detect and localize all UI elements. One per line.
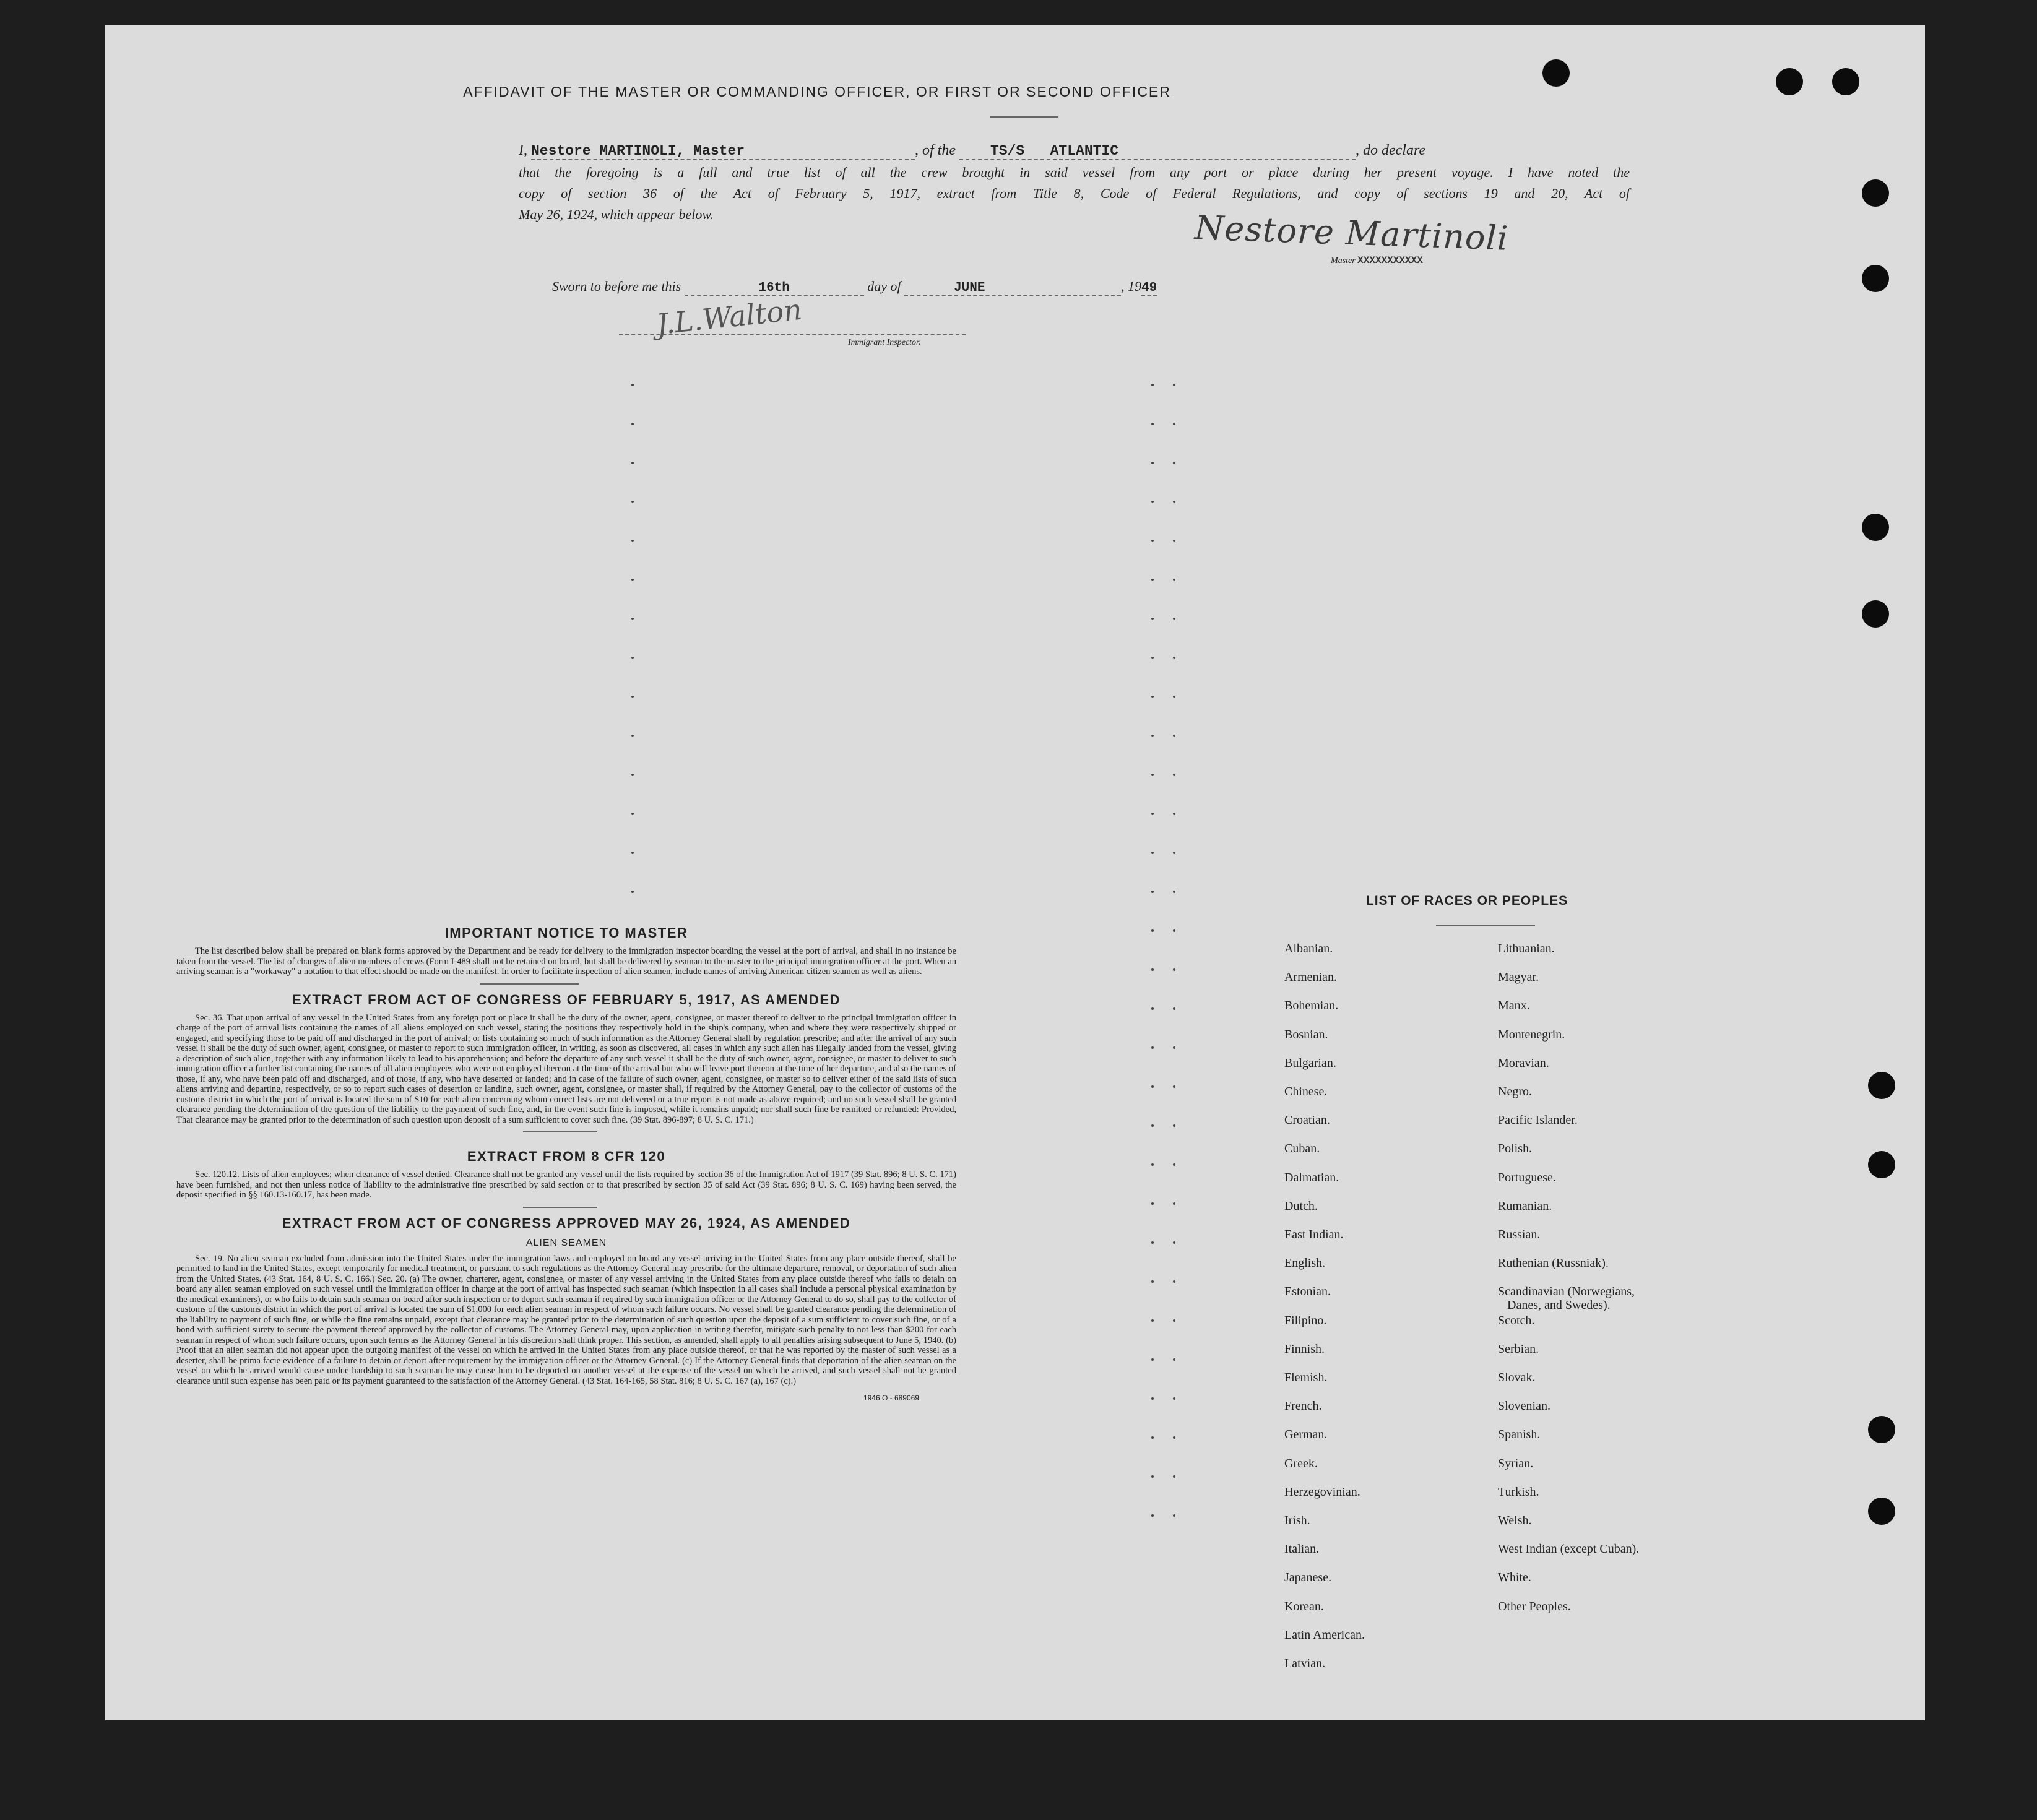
race-item: White. bbox=[1498, 1571, 1531, 1585]
guide-dot bbox=[1151, 813, 1154, 815]
guide-dot bbox=[1173, 657, 1175, 659]
month-field bbox=[904, 281, 1121, 296]
section-rule bbox=[523, 1131, 597, 1132]
race-item: Bohemian. bbox=[1284, 999, 1339, 1013]
section-rule bbox=[523, 1207, 597, 1208]
guide-dot bbox=[1173, 501, 1175, 503]
guide-dot bbox=[1151, 891, 1154, 893]
punch-hole bbox=[1868, 1498, 1895, 1525]
guide-dot bbox=[1173, 813, 1175, 815]
guide-dot bbox=[1173, 1124, 1175, 1127]
guide-dot bbox=[1151, 968, 1154, 971]
declaration-line bbox=[519, 142, 1633, 160]
guide-dot bbox=[631, 384, 634, 386]
guide-dot bbox=[1151, 1241, 1154, 1244]
punch-hole bbox=[1542, 59, 1570, 87]
guide-dot bbox=[631, 891, 634, 893]
race-item: Filipino. bbox=[1284, 1313, 1327, 1327]
do-declare-label: , do declare bbox=[1356, 142, 1426, 158]
notice-text: The list described below shall be prepared on blank forms approved by the Department and be ready for delivery to the immigration inspector boarding the vessel at the port of arrival, and shall in no instance be taken from the vessel. The list of changes of alien members of crews (Form I-489 shall not be retained on board, but shall be delivered by seaman to the master to the principal immigration officer at the port. When an arriving seaman is a "workaway" a notation to that effect should be made on the manifest. In order to facilitate inspection of alien seamen, include names of arriving American citizen seamen as well as aliens. bbox=[176, 946, 956, 977]
extract-1924-heading: EXTRACT FROM ACT OF CONGRESS APPROVED MAY 26, 1924, AS AMENDED bbox=[282, 1215, 851, 1231]
i-prefix: I, bbox=[519, 142, 527, 158]
guide-dot bbox=[631, 852, 634, 854]
race-item: Russian. bbox=[1498, 1228, 1541, 1241]
guide-dot bbox=[1151, 696, 1154, 698]
guide-dot bbox=[1173, 1436, 1175, 1439]
race-item: French. bbox=[1284, 1399, 1322, 1413]
guide-dot bbox=[1173, 929, 1175, 932]
guide-dot bbox=[631, 657, 634, 659]
punch-hole bbox=[1868, 1072, 1895, 1099]
guide-dot bbox=[1173, 1046, 1175, 1049]
guide-dot bbox=[1173, 1007, 1175, 1010]
race-item: Magyar. bbox=[1498, 970, 1539, 985]
race-item: Negro. bbox=[1498, 1085, 1532, 1098]
race-item: Scandinavian (Norwegians, bbox=[1498, 1285, 1635, 1299]
guide-dot bbox=[1173, 1085, 1175, 1088]
race-item: Latin American. bbox=[1284, 1628, 1365, 1642]
race-item: Montenegrin. bbox=[1498, 1027, 1565, 1042]
guide-dot bbox=[631, 540, 634, 542]
master-label: Master bbox=[1331, 256, 1356, 265]
race-item: Welsh. bbox=[1498, 1514, 1532, 1527]
guide-dot bbox=[1173, 968, 1175, 971]
guide-dot bbox=[631, 423, 634, 425]
race-item: Lithuanian. bbox=[1498, 942, 1555, 955]
punch-hole bbox=[1776, 68, 1803, 95]
guide-dot bbox=[1151, 1202, 1154, 1205]
guide-dot bbox=[1173, 1241, 1175, 1244]
guide-dot bbox=[1173, 384, 1175, 386]
alien-seamen-subheading: ALIEN SEAMEN bbox=[525, 1237, 607, 1248]
race-item: East Indian. bbox=[1284, 1228, 1344, 1241]
guide-dot bbox=[631, 462, 634, 464]
guide-dot bbox=[1151, 462, 1154, 464]
race-item: Croatian. bbox=[1284, 1113, 1330, 1128]
race-item: Albanian. bbox=[1284, 942, 1333, 955]
races-heading-rule bbox=[1436, 925, 1535, 926]
race-item: Syrian. bbox=[1498, 1456, 1534, 1470]
guide-dot bbox=[1151, 540, 1154, 542]
section-rule bbox=[480, 983, 579, 985]
race-item: Slovak. bbox=[1498, 1371, 1536, 1384]
guide-dot bbox=[1173, 696, 1175, 698]
guide-dot bbox=[1151, 1085, 1154, 1088]
declaration-body-line: copy of section 36 of the Act of February 5, 1917, extract from Title 8, Code of Federal Regulations, and copy of sections 19 and 20, Act of bbox=[519, 186, 1630, 201]
races-heading: LIST OF RACES OR PEOPLES bbox=[1365, 894, 1568, 908]
guide-dot bbox=[1151, 1124, 1154, 1127]
guide-dot bbox=[1151, 1163, 1154, 1166]
guide-dot bbox=[1173, 1319, 1175, 1322]
guide-dot bbox=[1173, 891, 1175, 893]
race-item: Dalmatian. bbox=[1284, 1170, 1339, 1184]
race-item: Pacific Islander. bbox=[1498, 1113, 1578, 1128]
punch-hole bbox=[1832, 68, 1859, 95]
race-item: Italian. bbox=[1284, 1542, 1320, 1556]
cfr-heading: EXTRACT FROM 8 CFR 120 bbox=[467, 1149, 666, 1164]
guide-dot bbox=[1151, 1514, 1154, 1517]
guide-dot bbox=[1151, 1397, 1154, 1400]
race-item: Finnish. bbox=[1284, 1342, 1325, 1356]
of-the-label: , of the bbox=[915, 142, 956, 158]
guide-dot bbox=[631, 579, 634, 581]
race-item: Japanese. bbox=[1284, 1571, 1332, 1585]
race-item: Estonian. bbox=[1284, 1285, 1331, 1299]
race-item: Rumanian. bbox=[1498, 1199, 1552, 1213]
guide-dot bbox=[1173, 852, 1175, 854]
race-item: Moravian. bbox=[1498, 1056, 1549, 1070]
guide-dot bbox=[1173, 774, 1175, 776]
race-item: Manx. bbox=[1498, 999, 1530, 1013]
guide-dot bbox=[1151, 618, 1154, 620]
guide-dot bbox=[1151, 1436, 1154, 1439]
cfr-text: Sec. 120.12. Lists of alien employees; when clearance of vessel denied. Clearance shall not be granted any vessel until the lists required by section 36 of the Immigration Act of 1917 (39 Stat. 896; 8 U. S. C. 171) have been furnished, and not then unless notice of liability to the administrative fine prescribed by said section or to that prescribed by section 35 of said Act (39 Stat. 896; 8 U. S. C. 169) having been served, the deposit specified in §§ 160.13-160.17, has been made. bbox=[176, 1170, 956, 1200]
affidavit-title: AFFIDAVIT OF THE MASTER OR COMMANDING OFFICER, OR FIRST OR SECOND OFFICER bbox=[463, 84, 1171, 100]
punch-hole bbox=[1868, 1151, 1895, 1178]
guide-dot bbox=[1173, 1475, 1175, 1478]
race-item: Dutch. bbox=[1284, 1199, 1318, 1213]
day-field bbox=[685, 281, 864, 296]
guide-dot bbox=[1151, 774, 1154, 776]
extract-1924-text: Sec. 19. No alien seaman excluded from admission into the United States under the immigration laws and employed on board any vessel arriving in the United States from any place outside thereof, shall be permitted to land in the United States, except temporarily for medical treatment, or pursuant to such regulations as the Attorney General may prescribe for the ultimate departure, removal, or deportation of such alien from the United States. (43 Stat. 164, 8 U. S. C. 166.) Sec. 20. (a) The owner, charterer, agent, consignee, or master of any vessel arriving in the United States from any place outside thereof who fails to detain on board any alien seaman employed on such vessel until the immigration officer in charge at the port of arrival has inspected such seaman (which inspection in all cases shall include a personal physical examination by the medical examiners), or who fails to detain such seaman on board after such inspection or to deport such seaman if required by such immigration officer or the Attorney General to do so, shall pay to the collector of customs of the customs district in which the port of arrival is located the sum of $1,000 for each alien seaman in respect of whom such failure occurs. No vessel shall be granted clearance pending the determination of the liability to payment of such fine, or while the fine remains unpaid, except that clearance may be granted prior to the determination of such question upon the deposit of a sum sufficient to cover such fine, or of a bond with sufficient surety to secure the payment thereof approved by the collector of customs. The Attorney General may, upon application in writing therefor, mitigate such penalty to not less than $200 for each seaman in respect of whom such failure occurs, upon such terms as the Attorney General in his discretion shall think proper. This section, as amended, shall apply to all penalties arising subsequent to June 5, 1940. (b) Proof that an alien seaman did not appear upon the outgoing manifest of the vessel on which he arrived in the United States from any place outside thereof, or that he was reported by the master of such vessel as a deserter, shall be prima facie evidence of a failure to detain or deport after requirement by the immigration officer or the Attorney General. (c) If the Attorney General finds that deportation of the alien seaman on the vessel on which he arrived would cause undue hardship to such seaman he may cause him to be deported on another vessel at the expense of the vessel on which he arrived, and such vessel shall not be granted clearance until such expense has been paid or its payment guaranteed to the satisfaction of the Attorney General. (43 Stat. 164-165, 58 Stat. 816; 8 U. S. C. 167 (a), 167 (c).) bbox=[176, 1253, 956, 1386]
declaration-body bbox=[519, 162, 1630, 225]
guide-dot bbox=[1173, 540, 1175, 542]
race-item: Scotch. bbox=[1498, 1313, 1535, 1327]
guide-dot bbox=[1173, 1280, 1175, 1283]
declaration-body-line: May 26, 1924, which appear below. bbox=[519, 207, 714, 222]
guide-dot bbox=[1151, 579, 1154, 581]
guide-dot bbox=[1151, 1319, 1154, 1322]
race-item: Chinese. bbox=[1284, 1085, 1328, 1098]
guide-dot bbox=[1151, 852, 1154, 854]
race-item: Portuguese. bbox=[1498, 1170, 1556, 1184]
guide-dot bbox=[1151, 501, 1154, 503]
master-name-field bbox=[531, 143, 915, 160]
guide-dot bbox=[1173, 1163, 1175, 1166]
inspector-signature: J.L.Walton bbox=[654, 292, 804, 342]
guide-dot bbox=[1151, 1007, 1154, 1010]
punch-hole bbox=[1868, 1416, 1895, 1443]
guide-dot bbox=[631, 813, 634, 815]
race-item: Serbian. bbox=[1498, 1342, 1539, 1356]
print-code: 1946 O - 689069 bbox=[863, 1394, 919, 1402]
guide-dot bbox=[1173, 1358, 1175, 1361]
inspector-line bbox=[619, 334, 966, 335]
guide-dot bbox=[1151, 1280, 1154, 1283]
master-label-area bbox=[1331, 255, 1423, 266]
vessel-name-value: TS/S ATLANTIC bbox=[990, 143, 1119, 159]
document-page bbox=[105, 25, 1925, 1720]
sworn-prefix: Sworn to before me this bbox=[552, 278, 681, 294]
guide-dot bbox=[1151, 1475, 1154, 1478]
guide-dot bbox=[631, 618, 634, 620]
master-name-value: Nestore MARTINOLI, Master bbox=[531, 143, 745, 159]
race-item: Turkish. bbox=[1498, 1485, 1539, 1499]
race-item: Armenian. bbox=[1284, 970, 1337, 985]
notice-section bbox=[176, 925, 956, 1402]
race-item: Herzegovinian. bbox=[1284, 1485, 1360, 1499]
year-field bbox=[1141, 281, 1157, 296]
guide-dot bbox=[1173, 423, 1175, 425]
race-item: Bosnian. bbox=[1284, 1027, 1328, 1042]
vessel-name-field bbox=[959, 143, 1356, 160]
race-item: Spanish. bbox=[1498, 1428, 1541, 1442]
guide-dot bbox=[631, 501, 634, 503]
race-item: West Indian (except Cuban). bbox=[1498, 1542, 1640, 1556]
guide-dot bbox=[631, 774, 634, 776]
guide-dot bbox=[1173, 1202, 1175, 1205]
race-item: English. bbox=[1284, 1256, 1326, 1270]
guide-dot bbox=[1151, 1046, 1154, 1049]
race-item: Greek. bbox=[1284, 1456, 1318, 1470]
race-item: German. bbox=[1284, 1428, 1328, 1442]
guide-dot bbox=[1151, 657, 1154, 659]
race-item: Bulgarian. bbox=[1284, 1056, 1336, 1070]
race-item: Flemish. bbox=[1284, 1371, 1328, 1384]
guide-dot bbox=[1151, 735, 1154, 737]
year-prefix: , 19 bbox=[1121, 278, 1142, 294]
race-item: Irish. bbox=[1284, 1514, 1310, 1527]
guide-dot bbox=[1173, 1397, 1175, 1400]
inspector-label: Immigrant Inspector. bbox=[848, 338, 921, 347]
day-of-label: day of bbox=[867, 278, 901, 294]
punch-hole bbox=[1862, 600, 1889, 628]
master-signature: Nestore Martinoli bbox=[1194, 208, 1510, 258]
guide-dot bbox=[1151, 384, 1154, 386]
extract-1917-heading: EXTRACT FROM ACT OF CONGRESS OF FEBRUARY 5, 1917, AS AMENDED bbox=[292, 991, 841, 1007]
year-value: 49 bbox=[1141, 281, 1157, 295]
punch-hole bbox=[1862, 179, 1889, 207]
day-value: 16th bbox=[758, 281, 790, 295]
race-item: Cuban. bbox=[1284, 1142, 1320, 1156]
guide-dot bbox=[1173, 618, 1175, 620]
guide-dot bbox=[631, 735, 634, 737]
guide-dot bbox=[1173, 579, 1175, 581]
guide-dot bbox=[1151, 929, 1154, 932]
race-item: Latvian. bbox=[1284, 1657, 1326, 1670]
race-item: Polish. bbox=[1498, 1142, 1533, 1156]
race-item: Korean. bbox=[1284, 1599, 1324, 1613]
race-item: Other Peoples. bbox=[1498, 1599, 1571, 1613]
race-item: Danes, and Swedes). bbox=[1507, 1298, 1611, 1313]
punch-hole bbox=[1862, 514, 1889, 541]
notice-heading: IMPORTANT NOTICE TO MASTER bbox=[444, 925, 688, 941]
guide-dot bbox=[1151, 1358, 1154, 1361]
extract-1917-text: Sec. 36. That upon arrival of any vessel in the United States from any foreign port or place it shall be the duty of the owner, agent, consignee, or master thereof to deliver to the principal immigration officer in charge of the port of arrival lists containing the names of all aliens employed on such vessel, stating the positions they respectively hold in the ship's company, when and where they were respectively shipped or engaged, and specifying those to be paid off and discharged in the port of arrival; or lists containing so much of such information as the Attorney General shall by regulation prescribe; and after the arrival of any such vessel it shall be the duty of such owner, agent, consignee, or master to report to such immigration officer, in writing, as soon as discovered, all cases in which any such alien has illegally landed from the vessel, giving a description of such alien, together with any information likely to lead to his apprehension; and before the departure of any such vessel it shall be the duty of such owner, agent, consignee, or master to deliver to such immigration officer a further list containing the names of all alien employees who were not employed thereon at the time of the arrival but who will leave port thereon at the time of her departure, and also the names of those, if any, who have been paid off and discharged, and of those, if any, who have deserted or landed; and in case of the failure of such owner, agent, consignee, or master so to deliver either of the said lists of such aliens arriving and departing, respectively, or so to report such cases of desertion or landing, such owner, agent, consignee, or master shall, if required by the Attorney General, pay to the collector of customs of the customs district in which the port of arrival is located the sum of $10 for each alien concerning whom correct lists are not delivered or a true report is not made as above required; and no such vessel shall be granted clearance pending the determination of the question of the liability to the payment of such fine, and, in the event such fine is imposed, while it remains unpaid; nor shall such fine be remitted or refunded: Provided, That clearance may be granted prior to the determination of such question upon deposit of a sum sufficient to cover such fine. (39 Stat. 896-897; 8 U. S. C. 171.) bbox=[176, 1012, 956, 1125]
master-struck-text: XXXXXXXXXXX bbox=[1357, 255, 1423, 266]
guide-dot bbox=[631, 696, 634, 698]
declaration-body-line: that the foregoing is a full and true list of all the crew brought in said vessel from any port or place during her present voyage. I have noted the bbox=[519, 165, 1630, 180]
title-rule bbox=[990, 116, 1058, 118]
race-item: Slovenian. bbox=[1498, 1399, 1550, 1413]
guide-dot bbox=[1151, 423, 1154, 425]
sworn-line bbox=[552, 278, 1157, 296]
guide-dot bbox=[1173, 735, 1175, 737]
guide-dot bbox=[1173, 462, 1175, 464]
guide-dot bbox=[1173, 1514, 1175, 1517]
punch-hole bbox=[1862, 265, 1889, 292]
month-value: JUNE bbox=[954, 281, 985, 295]
race-item: Ruthenian (Russniak). bbox=[1498, 1256, 1609, 1270]
